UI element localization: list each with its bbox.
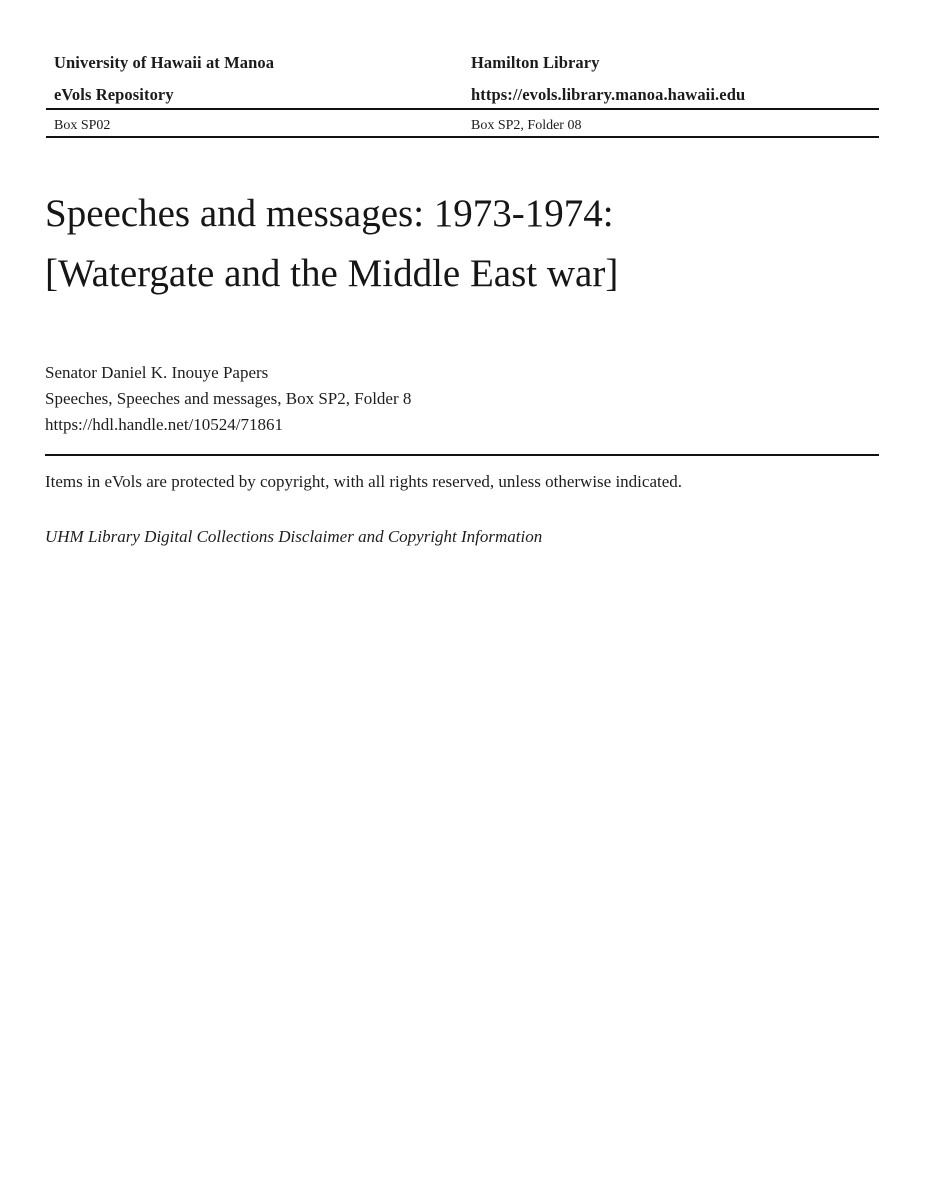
box-folder-label: Box SP2, Folder 08 [471,118,582,133]
collection-name: Senator Daniel K. Inouye Papers [45,363,269,382]
footer-divider [45,454,879,456]
rights-statement: Items in eVols are protected by copyright, with all rights reserved, unless otherwise indicated. [45,472,683,491]
repository-name: eVols Repository [54,85,174,104]
page-title-line2: [Watergate and the Middle East war] [45,252,619,295]
metadata-block [45,360,411,438]
institution-name: University of Hawaii at Manoa [54,53,275,72]
series-name: Speeches, Speeches and messages, Box SP2, Folder 8 [45,389,412,408]
page-title [45,184,618,304]
handle-url-link[interactable]: https://hdl.handle.net/10524/71861 [45,415,283,434]
repository-url: https://evols.library.manoa.hawaii.edu [471,85,746,104]
box-label: Box SP02 [54,118,111,133]
library-name: Hamilton Library [471,53,600,72]
disclaimer-copyright-link[interactable]: UHM Library Digital Collections Disclaimer and Copyright Information [45,527,543,546]
header-divider-top [46,108,879,110]
page-title-line1: Speeches and messages: 1973-1974: [45,192,614,235]
header-divider-bottom [46,136,879,138]
